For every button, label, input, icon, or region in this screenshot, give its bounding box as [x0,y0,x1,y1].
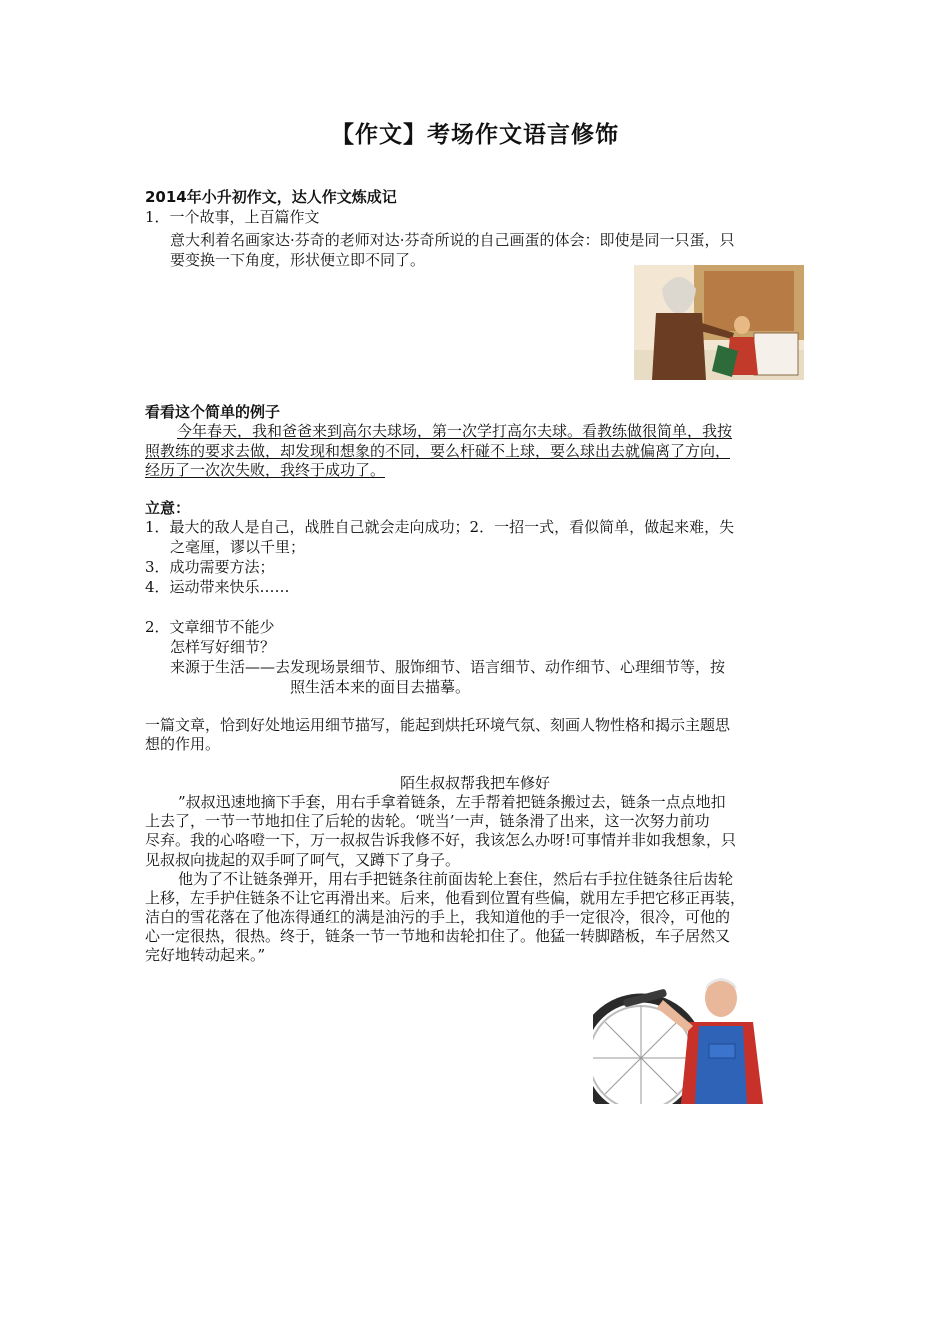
ideas-line: 1．最大的敌人是自己，战胜自己就会走向成功；2．一招一式，看似简单，做起来难，失 [145,518,735,536]
story-line: 洁白的雪花落在了他冻得通红的满是油污的手上，我知道他的手一定很冷，很冷，可他的 [145,908,731,926]
story-line: 心一定很热，很热。终于，链条一节一节地和齿轮扣住了。他猛一转脚踏板，车子居然又 [145,927,731,945]
example-line: 今年春天，我和爸爸来到高尔夫球场，第一次学打高尔夫球。看教练做很简单，我按 [177,422,733,440]
story-line: 完好地转动起来。” [145,946,266,964]
summary-line: 一篇文章，恰到好处地运用细节描写，能起到烘托环境气氛、刻画人物性格和揭示主题思 [145,716,731,734]
page-title: 【作文】考场作文语言修饰 [331,122,619,148]
sec1-body-line: 要变换一下角度，形状便立即不同了。 [170,251,426,269]
story-line: 上去了，一节一节地扣住了后轮的齿轮。‘咣当’一声，链条滑了出来，这一次努力前功 [145,812,710,830]
story-title: 陌生叔叔帮我把车修好 [399,774,550,792]
sec2-answer-line: 来源于生活——去发现场景细节、服饰细节、语言细节、动作细节、心理细节等，按 [170,658,726,676]
painting-lesson-image [634,265,804,380]
sec2-question: 怎样写好细节？ [170,638,276,656]
mechanic-with-wheel-image [593,970,771,1104]
ideas-line: 之毫厘，谬以千里； [170,538,306,556]
example-line: 经历了一次次失败，我终于成功了。 [145,461,386,479]
example-line: 照教练的要求去做，却发现和想象的不同，要么杆碰不上球，要么球出去就偏离了方向， [145,442,731,460]
section-heading: 2014年小升初作文，达人作文炼成记 [145,188,397,206]
sec1-body-line: 意大利着名画家达·芬奇的老师对达·芬奇所说的自己画蛋的体会：即使是同一只蛋，只 [170,231,735,249]
story-line: 尽弃。我的心咯噔一下，万一叔叔告诉我修不好，我该怎么办呀!可事情并非如我想象，只 [145,831,737,849]
story-line: ”叔叔迅速地摘下手套，用右手拿着链条，左手帮着把链条搬过去，链条一点点地扣 [178,793,726,811]
ideas-line: 3．成功需要方法； [145,558,275,576]
story-line: 上移，左手护住链条不让它再滑出来。后来，他看到位置有些偏，就用左手把它移正再装， [145,889,746,907]
sec2-answer-line: 照生活本来的面目去描摹。 [290,678,471,696]
story-line: 他为了不让链条弹开，用右手把链条往前面齿轮上套住，然后右手拉住链条往后齿轮 [178,870,734,888]
painting-lesson-illustration [634,265,804,380]
mechanic-illustration [593,970,771,1104]
summary-line: 想的作用。 [145,735,221,753]
section-1-label: 1．一个故事，上百篇作文 [145,208,320,226]
ideas-line: 4．运动带来快乐…… [145,578,290,596]
section-2-label: 2．文章细节不能少 [145,618,275,636]
example-heading: 看看这个简单的例子 [145,403,281,421]
story-line: 见叔叔向拢起的双手呵了呵气，又蹲下了身子。 [145,851,461,869]
ideas-heading: 立意： [145,499,191,517]
